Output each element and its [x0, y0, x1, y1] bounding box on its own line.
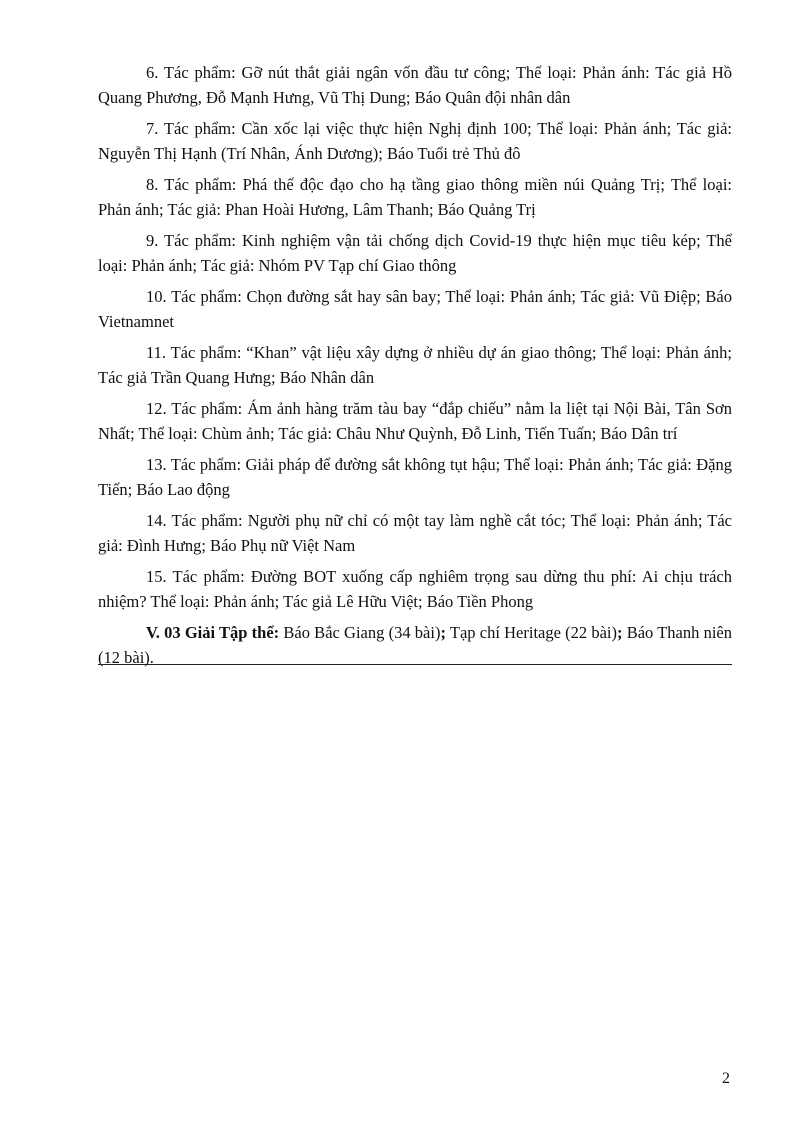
award-entry-11: 11. Tác phẩm: “Khan” vật liệu xây dựng ở nhiều dự án giao thông; Thể loại: Phản ánh; Tác giả Trần Quang Hưng; Báo Nhân dân	[98, 343, 732, 387]
collective-award-heading: V. 03 Giải Tập thể:	[146, 623, 280, 642]
award-entry-9: 9. Tác phẩm: Kinh nghiệm vận tải chống dịch Covid-19 thực hiện mục tiêu kép; Thể loại: Phản ánh; Tác giả: Nhóm PV Tạp chí Giao thông	[98, 231, 732, 275]
collective-award-separator: ;	[440, 623, 446, 642]
collective-award-paragraph	[98, 620, 732, 670]
document-body	[98, 60, 732, 676]
award-entry-14: 14. Tác phẩm: Người phụ nữ chỉ có một tay làm nghề cắt tóc; Thể loại: Phản ánh; Tác giả: Đình Hưng; Báo Phụ nữ Việt Nam	[98, 511, 732, 555]
collective-award-item: Tạp chí Heritage (22 bài)	[445, 623, 618, 642]
page-number: 2	[722, 1070, 730, 1087]
award-entry-8: 8. Tác phẩm: Phá thế độc đạo cho hạ tầng giao thông miền núi Quảng Trị; Thể loại: Phản ánh; Tác giả: Phan Hoài Hương, Lâm Thanh; Báo Quảng Trị	[98, 175, 732, 219]
section-divider	[98, 664, 732, 665]
award-entry-6: 6. Tác phẩm: Gỡ nút thắt giải ngân vốn đầu tư công; Thể loại: Phản ánh: Tác giả Hồ Quang Phương, Đỗ Mạnh Hưng, Vũ Thị Dung; Báo Quân đội nhân dân	[98, 63, 732, 107]
award-entry-13: 13. Tác phẩm: Giải pháp để đường sắt không tụt hậu; Thể loại: Phản ánh; Tác giả: Đặng Tiến; Báo Lao động	[98, 455, 732, 499]
award-entry-7: 7. Tác phẩm: Cần xốc lại việc thực hiện Nghị định 100; Thể loại: Phản ánh; Tác giả: Nguyễn Thị Hạnh (Trí Nhân, Ánh Dương); Báo Tuổi trẻ Thủ đô	[98, 119, 732, 163]
collective-award-item: Báo Thanh niên (12 bài).	[98, 623, 733, 667]
award-entry-12: 12. Tác phẩm: Ám ảnh hàng trăm tàu bay “đắp chiếu” nằm la liệt tại Nội Bài, Tân Sơn Nhất; Thể loại: Chùm ảnh; Tác giả: Châu Như Quỳnh, Đỗ Linh, Tiến Tuấn; Báo Dân trí	[98, 399, 732, 443]
award-entry-15: 15. Tác phẩm: Đường BOT xuống cấp nghiêm trọng sau dừng thu phí: Ai chịu trách nhiệm? Thể loại: Phản ánh; Tác giả Lê Hữu Việt; Báo Tiền Phong	[98, 567, 732, 611]
award-entry-10: 10. Tác phẩm: Chọn đường sắt hay sân bay; Thể loại: Phản ánh; Tác giả: Vũ Điệp; Báo Vietnamnet	[98, 287, 732, 331]
collective-award-separator: ;	[617, 623, 623, 642]
collective-award-item: Báo Bắc Giang (34 bài)	[279, 623, 441, 642]
